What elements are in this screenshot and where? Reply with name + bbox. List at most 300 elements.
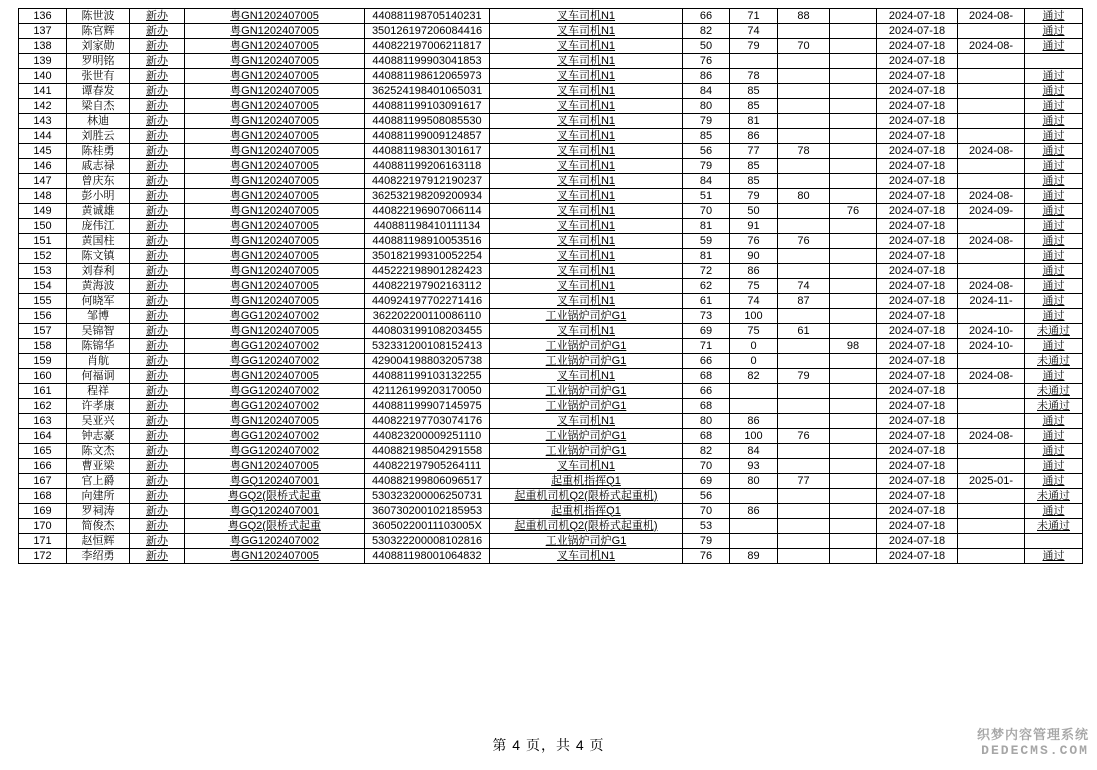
table-cell: 53 <box>683 519 730 534</box>
table-cell: 59 <box>683 234 730 249</box>
cms-watermark-url: DEDECMS.COM <box>981 743 1089 758</box>
table-row <box>19 519 1083 534</box>
table-cell: 通过 <box>1025 294 1083 309</box>
table-cell: 2024-07-18 <box>877 114 958 129</box>
table-cell <box>958 444 1025 459</box>
table-cell <box>958 54 1025 69</box>
table-cell: 陈锦华 <box>67 339 130 354</box>
table-cell: 通过 <box>1025 84 1083 99</box>
table-cell: 172 <box>19 549 67 564</box>
table-cell: 简俊杰 <box>67 519 130 534</box>
table-cell <box>830 129 877 144</box>
table-cell: 钟志豪 <box>67 429 130 444</box>
table-cell: 81 <box>683 219 730 234</box>
table-cell: 61 <box>778 324 830 339</box>
table-cell: 粤GN1202407005 <box>185 9 365 24</box>
table-cell: 粤GG1202407002 <box>185 444 365 459</box>
table-cell: 梁自杰 <box>67 99 130 114</box>
table-cell: 155 <box>19 294 67 309</box>
table-cell <box>830 174 877 189</box>
table-cell: 70 <box>683 459 730 474</box>
table-cell: 68 <box>683 369 730 384</box>
table-cell: 通过 <box>1025 39 1083 54</box>
table-row <box>19 324 1083 339</box>
table-cell: 440881198910053516 <box>365 234 490 249</box>
table-cell: 新办 <box>130 444 185 459</box>
table-cell: 叉车司机N1 <box>490 9 683 24</box>
table-cell: 84 <box>730 444 778 459</box>
table-cell: 何晓军 <box>67 294 130 309</box>
table-cell: 通过 <box>1025 114 1083 129</box>
table-cell: 80 <box>683 99 730 114</box>
table-cell: 76 <box>730 234 778 249</box>
table-cell: 通过 <box>1025 459 1083 474</box>
table-cell: 139 <box>19 54 67 69</box>
table-cell: 陈世波 <box>67 9 130 24</box>
table-cell: 440924197702271416 <box>365 294 490 309</box>
table-cell: 新办 <box>130 354 185 369</box>
table-cell: 440881198612065973 <box>365 69 490 84</box>
table-cell <box>778 534 830 549</box>
table-cell: 叉车司机N1 <box>490 39 683 54</box>
table-cell: 74 <box>730 294 778 309</box>
table-cell: 何福诇 <box>67 369 130 384</box>
table-cell: 叉车司机N1 <box>490 279 683 294</box>
table-cell: 88 <box>778 9 830 24</box>
table-cell: 156 <box>19 309 67 324</box>
table-cell <box>830 429 877 444</box>
table-cell: 2024-07-18 <box>877 99 958 114</box>
table-cell <box>778 309 830 324</box>
table-cell: 叉车司机N1 <box>490 114 683 129</box>
table-cell: 叉车司机N1 <box>490 24 683 39</box>
table-row <box>19 249 1083 264</box>
table-cell: 粤GN1202407005 <box>185 24 365 39</box>
table-cell: 86 <box>683 69 730 84</box>
table-cell: 70 <box>683 204 730 219</box>
table-cell: 2024-07-18 <box>877 534 958 549</box>
table-cell: 新办 <box>130 99 185 114</box>
table-cell: 新办 <box>130 549 185 564</box>
table-cell: 85 <box>730 84 778 99</box>
table-cell: 79 <box>683 159 730 174</box>
table-cell: 2024-08- <box>958 189 1025 204</box>
table-row <box>19 264 1083 279</box>
table-cell: 通过 <box>1025 24 1083 39</box>
table-cell <box>778 519 830 534</box>
table-cell: 2024-08- <box>958 39 1025 54</box>
table-cell: 庞伟江 <box>67 219 130 234</box>
table-cell: 532331200108152413 <box>365 339 490 354</box>
table-cell: 78 <box>730 69 778 84</box>
table-cell: 87 <box>778 294 830 309</box>
table-cell: 曹亚梁 <box>67 459 130 474</box>
table-cell: 许孝康 <box>67 399 130 414</box>
table-row <box>19 129 1083 144</box>
table-cell: 通过 <box>1025 99 1083 114</box>
table-cell: 77 <box>730 144 778 159</box>
table-cell: 新办 <box>130 339 185 354</box>
table-cell: 147 <box>19 174 67 189</box>
table-cell: 通过 <box>1025 309 1083 324</box>
table-row <box>19 234 1083 249</box>
table-cell <box>778 114 830 129</box>
table-cell: 粤GN1202407005 <box>185 264 365 279</box>
table-cell: 165 <box>19 444 67 459</box>
table-cell: 79 <box>683 534 730 549</box>
table-cell: 新办 <box>130 294 185 309</box>
table-cell <box>958 69 1025 84</box>
table-row <box>19 384 1083 399</box>
table-cell <box>830 84 877 99</box>
table-cell: 粤GN1202407005 <box>185 174 365 189</box>
table-cell: 2024-09- <box>958 204 1025 219</box>
table-cell: 叉车司机N1 <box>490 459 683 474</box>
table-cell: 起重机司机Q2(限桥式起重机) <box>490 489 683 504</box>
table-cell: 2024-07-18 <box>877 339 958 354</box>
table-cell: 66 <box>683 384 730 399</box>
table-cell: 440881199903041853 <box>365 54 490 69</box>
table-cell: 56 <box>683 489 730 504</box>
table-cell: 74 <box>730 24 778 39</box>
table-cell <box>830 264 877 279</box>
table-cell: 新办 <box>130 489 185 504</box>
table-cell: 81 <box>683 249 730 264</box>
table-cell: 粤GQ2(限桥式起重 <box>185 519 365 534</box>
table-cell <box>778 99 830 114</box>
table-cell: 新办 <box>130 384 185 399</box>
table-cell <box>778 174 830 189</box>
table-cell: 80 <box>730 474 778 489</box>
table-cell: 粤GN1202407005 <box>185 279 365 294</box>
table-cell: 粤GG1202407002 <box>185 534 365 549</box>
table-cell <box>830 69 877 84</box>
table-cell: 新办 <box>130 9 185 24</box>
table-cell: 158 <box>19 339 67 354</box>
table-cell <box>778 339 830 354</box>
table-cell: 新办 <box>130 54 185 69</box>
table-cell: 440881199907145975 <box>365 399 490 414</box>
table-cell: 2024-08- <box>958 429 1025 444</box>
table-cell: 通过 <box>1025 219 1083 234</box>
table-cell: 新办 <box>130 39 185 54</box>
table-cell: 76 <box>778 429 830 444</box>
table-cell: 新办 <box>130 399 185 414</box>
table-cell: 440822197902163112 <box>365 279 490 294</box>
table-cell <box>830 369 877 384</box>
table-cell: 曾庆东 <box>67 174 130 189</box>
table-cell <box>1025 54 1083 69</box>
table-cell: 169 <box>19 504 67 519</box>
table-cell: 80 <box>778 189 830 204</box>
table-cell: 2024-07-18 <box>877 354 958 369</box>
table-cell: 440822197703074176 <box>365 414 490 429</box>
table-cell <box>830 549 877 564</box>
table-cell <box>778 159 830 174</box>
table-cell: 通过 <box>1025 204 1083 219</box>
table-cell <box>830 54 877 69</box>
table-cell: 138 <box>19 39 67 54</box>
table-cell: 通过 <box>1025 414 1083 429</box>
table-cell <box>958 249 1025 264</box>
table-cell: 粤GN1202407005 <box>185 54 365 69</box>
table-cell: 2024-07-18 <box>877 219 958 234</box>
table-cell: 440822197905264111 <box>365 459 490 474</box>
table-cell: 362524198401065031 <box>365 84 490 99</box>
table-cell: 新办 <box>130 159 185 174</box>
table-cell <box>830 249 877 264</box>
table-cell: 粤GG1202407002 <box>185 399 365 414</box>
table-cell: 工业锅炉司炉G1 <box>490 354 683 369</box>
table-cell: 新办 <box>130 24 185 39</box>
table-cell: 50 <box>730 204 778 219</box>
table-cell: 粤GN1202407005 <box>185 294 365 309</box>
table-cell: 新办 <box>130 264 185 279</box>
table-cell: 工业锅炉司炉G1 <box>490 309 683 324</box>
table-cell <box>830 99 877 114</box>
table-cell: 440881199009124857 <box>365 129 490 144</box>
table-cell: 通过 <box>1025 144 1083 159</box>
table-cell: 2024-07-18 <box>877 39 958 54</box>
table-cell: 起重机指挥Q1 <box>490 504 683 519</box>
table-row <box>19 294 1083 309</box>
table-cell <box>730 534 778 549</box>
table-cell: 2024-07-18 <box>877 54 958 69</box>
table-cell: 通过 <box>1025 339 1083 354</box>
table-cell: 谭春发 <box>67 84 130 99</box>
table-row <box>19 159 1083 174</box>
table-cell: 叉车司机N1 <box>490 84 683 99</box>
table-cell <box>730 519 778 534</box>
table-cell: 新办 <box>130 279 185 294</box>
table-cell <box>958 174 1025 189</box>
table-cell: 粤GN1202407005 <box>185 144 365 159</box>
table-row <box>19 144 1083 159</box>
table-cell: 粤GN1202407005 <box>185 114 365 129</box>
table-cell <box>958 354 1025 369</box>
table-cell: 2024-07-18 <box>877 24 958 39</box>
table-cell: 2024-07-18 <box>877 399 958 414</box>
table-cell: 肖航 <box>67 354 130 369</box>
table-cell: 通过 <box>1025 504 1083 519</box>
table-cell: 2025-01- <box>958 474 1025 489</box>
table-cell: 2024-07-18 <box>877 429 958 444</box>
table-cell: 粤GN1202407005 <box>185 219 365 234</box>
table-cell: 刘家勋 <box>67 39 130 54</box>
table-cell: 吴锦智 <box>67 324 130 339</box>
table-cell: 170 <box>19 519 67 534</box>
table-row <box>19 504 1083 519</box>
table-cell: 61 <box>683 294 730 309</box>
table-cell: 叉车司机N1 <box>490 219 683 234</box>
table-cell <box>958 129 1025 144</box>
table-cell <box>830 189 877 204</box>
table-cell: 2024-07-18 <box>877 309 958 324</box>
table-cell: 粤GN1202407005 <box>185 549 365 564</box>
table-cell: 2024-07-18 <box>877 519 958 534</box>
table-cell: 2024-10- <box>958 339 1025 354</box>
table-cell <box>958 534 1025 549</box>
table-row <box>19 174 1083 189</box>
table-cell <box>830 294 877 309</box>
table-cell: 51 <box>683 189 730 204</box>
table-cell: 144 <box>19 129 67 144</box>
table-cell <box>778 504 830 519</box>
table-cell: 工业锅炉司炉G1 <box>490 384 683 399</box>
table-cell: 76 <box>778 234 830 249</box>
table-cell: 新办 <box>130 129 185 144</box>
table-cell: 154 <box>19 279 67 294</box>
table-cell <box>958 414 1025 429</box>
table-cell: 148 <box>19 189 67 204</box>
table-cell: 陈文镇 <box>67 249 130 264</box>
table-cell: 通过 <box>1025 249 1083 264</box>
table-cell: 2024-07-18 <box>877 414 958 429</box>
table-cell: 新办 <box>130 504 185 519</box>
table-cell: 72 <box>683 264 730 279</box>
table-cell <box>958 384 1025 399</box>
table-cell <box>830 399 877 414</box>
table-row <box>19 429 1083 444</box>
table-cell: 146 <box>19 159 67 174</box>
table-cell: 叉车司机N1 <box>490 69 683 84</box>
table-row <box>19 474 1083 489</box>
table-row <box>19 54 1083 69</box>
table-cell: 粤GG1202407002 <box>185 339 365 354</box>
table-cell: 邹博 <box>67 309 130 324</box>
table-cell: 罗祠涛 <box>67 504 130 519</box>
table-cell: 粤GN1202407005 <box>185 324 365 339</box>
table-row <box>19 99 1083 114</box>
table-cell: 新办 <box>130 429 185 444</box>
table-cell <box>830 279 877 294</box>
table-cell: 刘胜云 <box>67 129 130 144</box>
table-cell: 168 <box>19 489 67 504</box>
table-cell: 粤GN1202407005 <box>185 249 365 264</box>
table-cell: 440882199806096517 <box>365 474 490 489</box>
table-cell <box>830 444 877 459</box>
table-cell <box>778 129 830 144</box>
table-cell: 粤GN1202407005 <box>185 99 365 114</box>
table-cell <box>830 504 877 519</box>
table-cell: 85 <box>683 129 730 144</box>
table-cell: 85 <box>730 159 778 174</box>
table-cell: 79 <box>778 369 830 384</box>
table-cell: 通过 <box>1025 474 1083 489</box>
table-cell: 2024-11- <box>958 294 1025 309</box>
table-cell <box>830 324 877 339</box>
table-cell: 粤GN1202407005 <box>185 234 365 249</box>
table-cell: 2024-07-18 <box>877 384 958 399</box>
table-cell: 80 <box>683 414 730 429</box>
table-cell <box>778 414 830 429</box>
table-cell <box>778 69 830 84</box>
table-cell: 84 <box>683 84 730 99</box>
table-cell: 粤GQ1202407001 <box>185 504 365 519</box>
table-cell: 82 <box>730 369 778 384</box>
table-cell: 2024-07-18 <box>877 249 958 264</box>
table-cell: 79 <box>730 39 778 54</box>
table-cell: 通过 <box>1025 264 1083 279</box>
table-cell: 未通过 <box>1025 354 1083 369</box>
table-cell: 张世有 <box>67 69 130 84</box>
table-cell <box>778 249 830 264</box>
table-cell <box>830 144 877 159</box>
table-row <box>19 69 1083 84</box>
table-cell <box>958 549 1025 564</box>
table-cell: 90 <box>730 249 778 264</box>
table-cell: 通过 <box>1025 69 1083 84</box>
table-cell: 2024-07-18 <box>877 234 958 249</box>
table-cell: 新办 <box>130 114 185 129</box>
table-cell: 2024-07-18 <box>877 474 958 489</box>
table-cell: 530322200008102816 <box>365 534 490 549</box>
table-row <box>19 219 1083 234</box>
table-cell: 陈文杰 <box>67 444 130 459</box>
table-cell: 赵恒辉 <box>67 534 130 549</box>
table-cell: 叉车司机N1 <box>490 324 683 339</box>
table-cell: 76 <box>830 204 877 219</box>
table-cell <box>830 384 877 399</box>
table-cell: 通过 <box>1025 444 1083 459</box>
table-cell <box>830 39 877 54</box>
table-cell: 粤GG1202407002 <box>185 354 365 369</box>
table-cell <box>778 54 830 69</box>
table-cell <box>778 384 830 399</box>
table-cell: 2024-07-18 <box>877 444 958 459</box>
table-cell <box>958 84 1025 99</box>
table-cell: 85 <box>730 174 778 189</box>
table-cell: 工业锅炉司炉G1 <box>490 339 683 354</box>
table-cell: 162 <box>19 399 67 414</box>
table-cell: 叉车司机N1 <box>490 204 683 219</box>
table-row <box>19 399 1083 414</box>
table-cell: 新办 <box>130 414 185 429</box>
table-cell: 100 <box>730 309 778 324</box>
table-cell: 粤GQ1202407001 <box>185 474 365 489</box>
table-cell: 71 <box>683 339 730 354</box>
table-cell: 通过 <box>1025 429 1083 444</box>
table-cell: 152 <box>19 249 67 264</box>
table-cell: 141 <box>19 84 67 99</box>
table-cell: 70 <box>778 39 830 54</box>
cms-watermark <box>977 727 1089 759</box>
table-cell: 2024-07-18 <box>877 294 958 309</box>
table-cell <box>778 549 830 564</box>
table-cell: 79 <box>730 189 778 204</box>
table-cell <box>830 219 877 234</box>
table-cell: 叉车司机N1 <box>490 54 683 69</box>
table-cell: 76 <box>683 54 730 69</box>
table-cell: 程祥 <box>67 384 130 399</box>
table-cell: 新办 <box>130 369 185 384</box>
results-table-body <box>19 9 1083 564</box>
table-cell: 70 <box>683 504 730 519</box>
table-cell: 彭小明 <box>67 189 130 204</box>
table-cell <box>958 219 1025 234</box>
table-cell: 罗明铭 <box>67 54 130 69</box>
table-cell <box>958 99 1025 114</box>
table-cell: 66 <box>683 9 730 24</box>
table-cell: 0 <box>730 354 778 369</box>
table-cell: 2024-07-18 <box>877 549 958 564</box>
table-cell: 新办 <box>130 519 185 534</box>
table-row <box>19 534 1083 549</box>
table-cell: 新办 <box>130 204 185 219</box>
table-cell: 153 <box>19 264 67 279</box>
table-cell: 粤GN1202407005 <box>185 84 365 99</box>
table-cell <box>778 399 830 414</box>
